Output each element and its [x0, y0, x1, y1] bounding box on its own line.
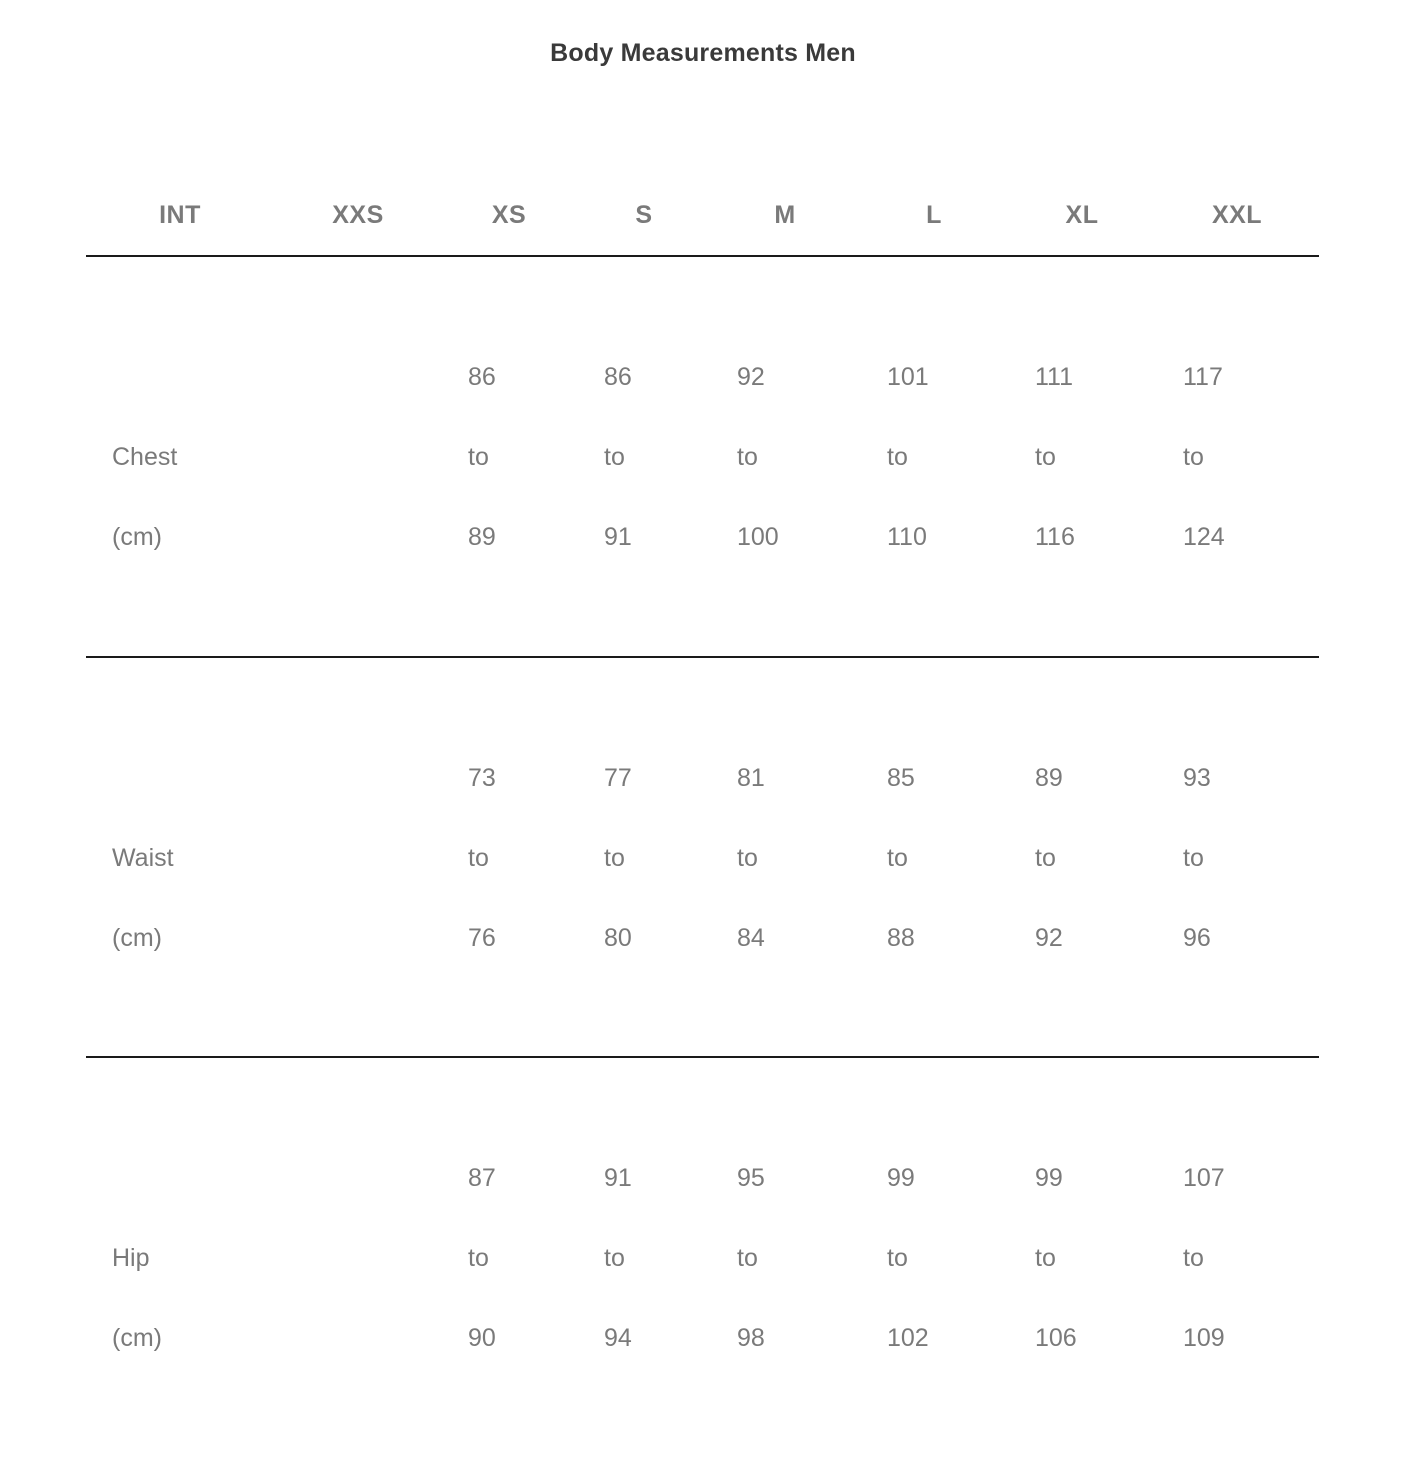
- hip-unit: (cm): [112, 1324, 162, 1352]
- header-size-xs: XS: [491, 201, 527, 229]
- hip-xxl-min: 107: [1183, 1164, 1225, 1192]
- hip-xs-max: 90: [468, 1324, 496, 1352]
- chest-label: Chest: [112, 443, 178, 471]
- chest-s-max: 91: [604, 523, 632, 551]
- chest-m-max: 100: [737, 523, 779, 551]
- waist-l-to: to: [887, 844, 908, 872]
- waist-xl-max: 92: [1035, 924, 1063, 952]
- hip-s-to: to: [604, 1244, 625, 1272]
- hip-l-to: to: [887, 1244, 908, 1272]
- waist-xxl-min: 93: [1183, 764, 1211, 792]
- header-size-xxl: XXL: [1211, 201, 1263, 229]
- chest-unit: (cm): [112, 523, 162, 551]
- hip-m-max: 98: [737, 1324, 765, 1352]
- chest-xxl-to: to: [1183, 443, 1204, 471]
- hip-xxl-max: 109: [1183, 1324, 1225, 1352]
- hip-label: Hip: [112, 1244, 150, 1272]
- chest-xl-min: 111: [1035, 363, 1074, 391]
- hip-xxl-to: to: [1183, 1244, 1204, 1272]
- hip-m-min: 95: [737, 1164, 765, 1192]
- waist-xl-to: to: [1035, 844, 1056, 872]
- chest-l-min: 101: [887, 363, 929, 391]
- waist-l-max: 88: [887, 924, 915, 952]
- chest-xs-max: 89: [468, 523, 496, 551]
- hip-xl-min: 99: [1035, 1164, 1063, 1192]
- chest-xxl-max: 124: [1183, 523, 1225, 551]
- waist-s-max: 80: [604, 924, 632, 952]
- hip-l-min: 99: [887, 1164, 915, 1192]
- waist-xs-max: 76: [468, 924, 496, 952]
- waist-xxl-to: to: [1183, 844, 1204, 872]
- row-divider: [86, 656, 1319, 658]
- header-size-s: S: [635, 201, 653, 229]
- chest-xl-to: to: [1035, 443, 1056, 471]
- row-divider: [86, 1056, 1319, 1058]
- hip-xl-max: 106: [1035, 1324, 1077, 1352]
- chest-s-min: 86: [604, 363, 632, 391]
- header-size-xxs: XXS: [332, 201, 384, 229]
- waist-label: Waist: [112, 844, 174, 872]
- chest-l-to: to: [887, 443, 908, 471]
- hip-xs-to: to: [468, 1244, 489, 1272]
- chest-xs-to: to: [468, 443, 489, 471]
- waist-unit: (cm): [112, 924, 162, 952]
- waist-xs-min: 73: [468, 764, 496, 792]
- chest-l-max: 110: [887, 523, 927, 551]
- hip-s-max: 94: [604, 1324, 632, 1352]
- header-divider: [86, 255, 1319, 257]
- waist-xl-min: 89: [1035, 764, 1063, 792]
- waist-m-to: to: [737, 844, 758, 872]
- hip-m-to: to: [737, 1244, 758, 1272]
- waist-l-min: 85: [887, 764, 915, 792]
- page-title: Body Measurements Men: [550, 39, 856, 67]
- waist-s-min: 77: [604, 764, 632, 792]
- hip-xl-to: to: [1035, 1244, 1056, 1272]
- waist-xs-to: to: [468, 844, 489, 872]
- header-size-m: M: [774, 201, 796, 229]
- header-size-xl: XL: [1065, 201, 1099, 229]
- chest-xxl-min: 117: [1183, 363, 1223, 391]
- chest-xs-min: 86: [468, 363, 496, 391]
- hip-l-max: 102: [887, 1324, 929, 1352]
- header-size-l: L: [926, 201, 942, 229]
- waist-xxl-max: 96: [1183, 924, 1211, 952]
- chest-s-to: to: [604, 443, 625, 471]
- chest-xl-max: 116: [1035, 523, 1075, 551]
- hip-s-min: 91: [604, 1164, 632, 1192]
- waist-m-max: 84: [737, 924, 765, 952]
- waist-s-to: to: [604, 844, 625, 872]
- hip-xs-min: 87: [468, 1164, 496, 1192]
- chest-m-to: to: [737, 443, 758, 471]
- chest-m-min: 92: [737, 363, 765, 391]
- waist-m-min: 81: [737, 764, 765, 792]
- header-int: INT: [159, 201, 201, 229]
